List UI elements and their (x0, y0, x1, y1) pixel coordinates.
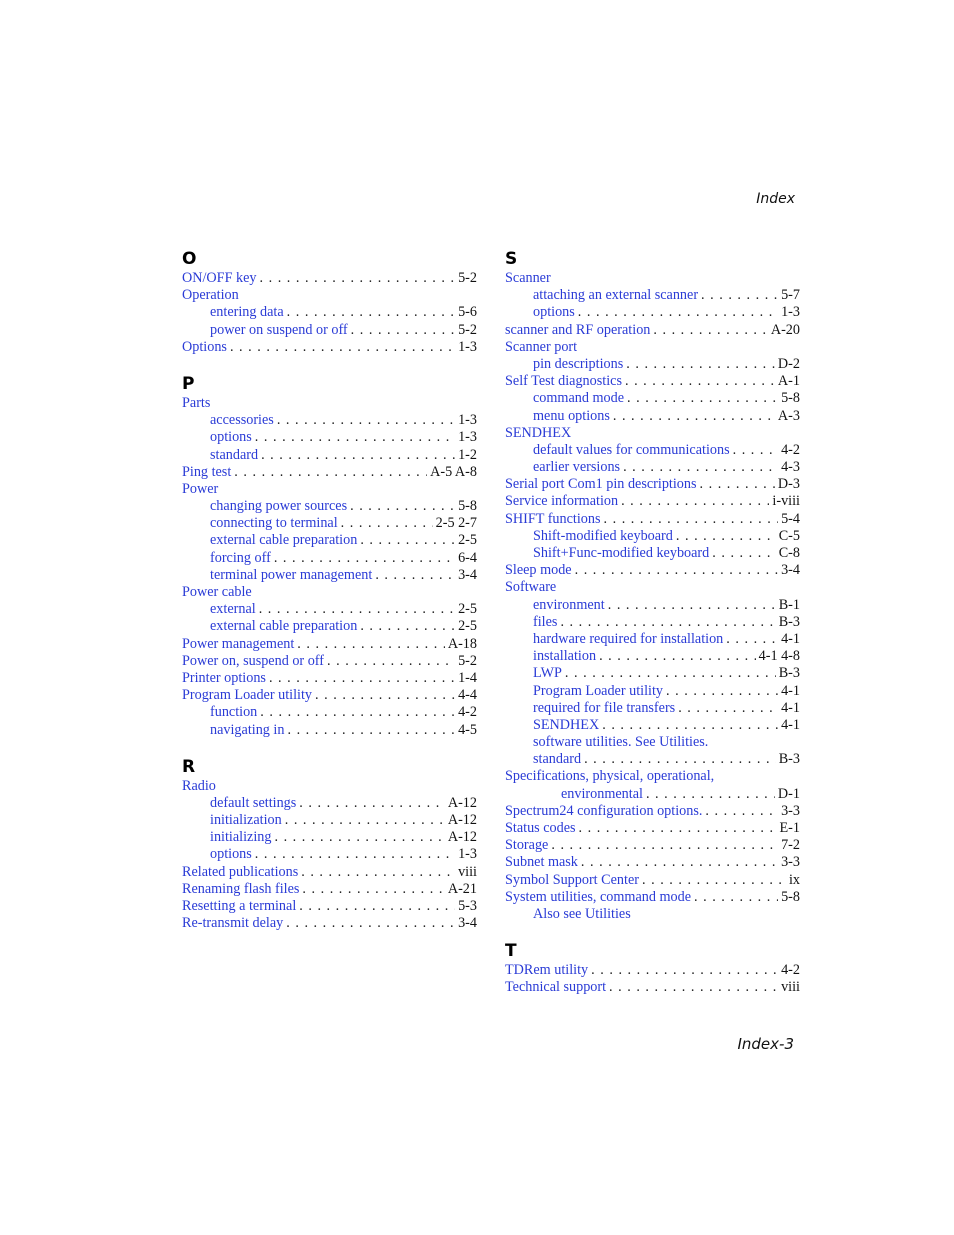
index-entry (182, 812, 477, 829)
index-entry (182, 846, 477, 863)
index-entry (182, 270, 477, 287)
page-reference: 4-5 (458, 721, 477, 738)
dot-leader (575, 562, 778, 579)
index-term-link[interactable]: files (533, 613, 558, 630)
index-entry (505, 614, 800, 631)
page-reference: 1-4 (458, 669, 477, 686)
index-term-link[interactable]: ON/OFF key (182, 270, 257, 286)
dot-leader (327, 653, 455, 670)
index-entry (505, 287, 800, 304)
dot-leader (255, 429, 455, 446)
index-entry (505, 390, 800, 407)
dot-leader (277, 412, 455, 429)
index-entry (505, 304, 800, 321)
dot-leader (351, 322, 455, 339)
index-term-link[interactable]: initialization (210, 812, 282, 829)
page-reference: 2-5 (458, 618, 477, 635)
index-entry (505, 476, 800, 493)
index-term-link[interactable]: installation (533, 648, 597, 665)
page-reference: 4-4 (458, 687, 477, 704)
dot-leader (261, 447, 455, 464)
page-reference: 5-8 (781, 888, 800, 905)
page-reference: E-1 (779, 820, 800, 836)
page-reference: 5-2 (458, 652, 477, 669)
index-term-link[interactable]: Power cable (182, 584, 252, 600)
dot-leader (341, 515, 433, 532)
index-entry (182, 618, 477, 635)
index-term-link[interactable]: Storage (505, 837, 549, 854)
page-reference: 1-3 (458, 338, 477, 355)
running-header: Index (756, 191, 795, 207)
index-term-link[interactable]: Related publications (182, 863, 299, 880)
index-entry (505, 837, 800, 854)
index-term-link[interactable]: Radio (182, 777, 216, 794)
index-column-right (505, 249, 800, 1015)
index-term-link[interactable]: external (210, 601, 256, 618)
index-section (182, 374, 477, 739)
index-entry (505, 579, 800, 596)
dot-leader (299, 898, 455, 915)
index-term-link[interactable]: Serial port Com1 pin descriptions (505, 476, 697, 493)
dot-leader (626, 356, 775, 373)
index-entry (182, 687, 477, 704)
index-term-link[interactable]: SHIFT functions (505, 510, 601, 527)
page-reference: 1-3 (781, 304, 800, 321)
index-entry (505, 356, 800, 373)
page-reference: A-20 (770, 321, 800, 338)
page-reference: A-12 (447, 794, 477, 811)
index-term-link[interactable]: function (210, 704, 258, 721)
dot-leader (551, 837, 778, 854)
dot-leader (375, 567, 455, 584)
index-term-link[interactable]: Resetting a terminal (182, 898, 297, 914)
index-term-link[interactable]: required for file transfers (533, 699, 676, 716)
dot-leader (285, 812, 445, 829)
page-number: Index-3 (737, 1035, 794, 1053)
page-reference: B-3 (778, 613, 800, 630)
index-term-link[interactable]: Power (182, 480, 219, 497)
index-entry (182, 515, 477, 532)
index-entry (182, 395, 477, 412)
dot-leader (609, 979, 778, 996)
page-reference: 3-4 (458, 915, 477, 932)
index-term-link[interactable]: standard (533, 751, 582, 768)
index-term-link[interactable]: pin descriptions (533, 355, 624, 372)
index-term-link[interactable]: environmental (561, 785, 643, 802)
page-reference: 2-5 (458, 532, 477, 549)
page-reference: 5-3 (458, 898, 477, 914)
index-entry (182, 778, 477, 795)
page-reference: D-1 (777, 785, 800, 802)
index-term-link[interactable]: Shift+Func-modified keyboard (533, 545, 710, 561)
index-entry (505, 751, 800, 768)
index-entry (182, 636, 477, 653)
index-entry (182, 322, 477, 339)
dot-leader (591, 962, 778, 979)
page-reference: D-3 (777, 476, 800, 493)
index-term-link[interactable]: earlier versions (533, 459, 621, 476)
dot-leader (260, 270, 456, 287)
index-entry (505, 820, 800, 837)
dot-leader (287, 722, 455, 739)
dot-leader (286, 915, 455, 932)
index-term-link[interactable]: Scanner port (505, 338, 578, 355)
page-reference: 1-3 (458, 429, 477, 446)
index-term-link[interactable]: forcing off (210, 549, 271, 566)
dot-leader (274, 829, 444, 846)
index-entry (182, 429, 477, 446)
index-term-link[interactable]: Ping test (182, 463, 232, 480)
index-term-link[interactable]: Technical support (505, 979, 607, 996)
dot-leader (700, 476, 775, 493)
dot-leader (584, 751, 776, 768)
index-entry (505, 528, 800, 545)
page-reference: 3-3 (781, 802, 800, 819)
index-term-link[interactable]: Scanner (505, 270, 551, 286)
index-entry (182, 584, 477, 601)
index-entry (505, 597, 800, 614)
dot-leader (642, 872, 786, 889)
index-entry (505, 373, 800, 390)
index-term-link[interactable]: Renaming flash files (182, 880, 300, 897)
page-reference: A-3 (777, 407, 800, 424)
dot-leader (676, 528, 776, 545)
index-entry (505, 734, 800, 751)
index-term-link[interactable]: entering data (210, 304, 284, 321)
page-reference: B-3 (778, 751, 800, 768)
page-reference: 5-6 (458, 304, 477, 321)
index-term-link[interactable]: external cable preparation (210, 532, 358, 549)
page-reference: A-12 (447, 829, 477, 846)
dot-leader (733, 442, 778, 459)
page-reference: 4-1 4-8 (758, 648, 800, 665)
index-term-link[interactable]: Symbol Support Center (505, 871, 639, 888)
index-entry (505, 872, 800, 889)
index-entry (505, 408, 800, 425)
index-term-link[interactable]: Options (182, 338, 227, 355)
index-entry (182, 704, 477, 721)
index-section (505, 941, 800, 996)
page-reference: 4-1 (781, 699, 800, 716)
dot-leader (255, 846, 455, 863)
index-term-link[interactable]: hardware required for installation (533, 630, 724, 647)
index-entry (182, 795, 477, 812)
page-reference: 3-4 (781, 562, 800, 579)
page-reference: 4-2 (781, 441, 800, 458)
index-term-link[interactable]: standard (210, 446, 259, 463)
page-reference: 5-2 (458, 321, 477, 338)
index-entry (505, 270, 800, 287)
dot-leader (705, 803, 778, 820)
index-entry (182, 481, 477, 498)
dot-leader (360, 532, 455, 549)
page-reference: 1-2 (458, 446, 477, 463)
index-term-link[interactable]: options (210, 429, 252, 446)
section-letter: S (505, 249, 518, 269)
dot-leader (302, 881, 444, 898)
index-entry (505, 803, 800, 820)
dot-leader (259, 601, 455, 618)
index-entry (505, 562, 800, 579)
page-reference: 3-4 (458, 566, 477, 583)
dot-leader (608, 597, 776, 614)
index-entry (182, 567, 477, 584)
dot-leader (604, 511, 779, 528)
dot-leader (653, 322, 767, 339)
index-entry (182, 722, 477, 739)
index-entry (505, 786, 800, 803)
index-entry (182, 447, 477, 464)
dot-leader (350, 498, 455, 515)
page-reference: A-12 (447, 812, 477, 829)
index-term-link[interactable]: Status codes (505, 820, 576, 836)
dot-leader (579, 820, 777, 837)
index-entry (182, 898, 477, 915)
section-letter: R (182, 756, 196, 777)
section-letter: P (182, 373, 195, 394)
dot-leader (627, 390, 778, 407)
page-reference: 5-8 (458, 498, 477, 515)
dot-leader (678, 700, 778, 717)
dot-leader (578, 304, 778, 321)
dot-leader (299, 795, 445, 812)
index-term-link[interactable]: terminal power management (210, 566, 373, 583)
index-entry (182, 532, 477, 549)
index-entry (182, 881, 477, 898)
index-entry (505, 339, 800, 356)
dot-leader (646, 786, 775, 803)
index-term-link[interactable]: Parts (182, 394, 211, 411)
index-term-link[interactable]: System utilities, command mode (505, 888, 691, 905)
dot-leader (274, 550, 455, 567)
index-column-left (182, 249, 477, 950)
page-reference: 5-4 (781, 510, 800, 527)
index-entry (505, 511, 800, 528)
page-reference: A-5 A-8 (430, 463, 477, 480)
section-letter: T (505, 941, 517, 962)
page-reference: 4-2 (781, 962, 800, 979)
dot-leader (581, 854, 778, 871)
page-reference: i-viii (772, 493, 800, 510)
index-term-link[interactable]: changing power sources (210, 498, 348, 515)
index-term-link[interactable]: attaching an external scanner (533, 287, 699, 304)
index-term-link[interactable]: power on suspend or off (210, 321, 348, 338)
index-term-link[interactable]: options (210, 846, 252, 863)
index-entry (505, 979, 800, 996)
dot-leader (565, 665, 776, 682)
dot-leader (599, 648, 756, 665)
index-term-link[interactable]: TDRem utility (505, 962, 589, 979)
dot-leader (287, 304, 455, 321)
dot-leader (297, 636, 445, 653)
index-term-link[interactable]: Printer options (182, 669, 266, 686)
page-reference: 4-2 (458, 704, 477, 721)
index-entry (505, 700, 800, 717)
index-entry (505, 459, 800, 476)
page-reference: 5-8 (781, 390, 800, 407)
index-term-link[interactable]: navigating in (210, 721, 285, 738)
dot-leader (625, 373, 775, 390)
page-reference: 2-5 2-7 (435, 515, 477, 532)
dot-leader (712, 545, 775, 562)
dot-leader (315, 687, 455, 704)
index-term-link[interactable]: Re-transmit delay (182, 915, 284, 932)
index-entry (182, 829, 477, 846)
page-reference: D-2 (777, 355, 800, 372)
page-reference: 3-3 (781, 854, 800, 871)
index-section (505, 249, 800, 923)
index-term-link[interactable]: default settings (210, 794, 297, 811)
index-entry (505, 322, 800, 339)
index-term-link[interactable]: Service information (505, 493, 619, 510)
index-term-link[interactable]: Also see Utilities (533, 905, 631, 922)
index-term-link[interactable]: default values for communications (533, 441, 730, 458)
index-term-link[interactable]: options (533, 304, 575, 321)
index-entry (505, 717, 800, 734)
index-term-link[interactable]: Specifications, physical, operational, (505, 768, 715, 785)
page-reference: B-3 (778, 665, 800, 682)
dot-leader (301, 864, 455, 881)
page-reference: 6-4 (458, 549, 477, 566)
index-entry (182, 670, 477, 687)
page-reference: ix (788, 871, 800, 888)
index-entry (505, 683, 800, 700)
page-reference: 4-3 (781, 459, 800, 476)
page-reference: 4-1 (781, 716, 800, 733)
section-letter: O (182, 249, 197, 269)
index-entry (182, 653, 477, 670)
index-term-link[interactable]: command mode (533, 390, 625, 407)
index-term-link[interactable]: Spectrum24 configuration options. (505, 802, 703, 819)
index-entry (505, 493, 800, 510)
index-term-link[interactable]: accessories (210, 412, 274, 429)
page-reference: C-5 (778, 527, 800, 544)
index-term-link[interactable]: Software (505, 579, 557, 596)
index-term-link[interactable]: SENDHEX (533, 716, 600, 733)
page-reference: C-8 (778, 545, 800, 561)
index-term-link[interactable]: environment (533, 596, 605, 613)
dot-leader (623, 459, 778, 476)
index-entry (182, 339, 477, 356)
index-entry (182, 915, 477, 932)
index-term-link[interactable]: Program Loader utility (533, 682, 664, 699)
index-entry (505, 665, 800, 682)
page-reference: B-1 (778, 596, 800, 613)
index-term-link[interactable]: Self Test diagnostics (505, 373, 622, 390)
dot-leader (360, 618, 455, 635)
index-term-link[interactable]: software utilities. See Utilities. (533, 734, 709, 751)
index-term-link[interactable]: Sleep mode (505, 562, 572, 579)
dot-leader (602, 717, 778, 734)
index-term-link[interactable]: Power management (182, 635, 295, 652)
dot-leader (260, 704, 455, 721)
index-term-link[interactable]: Subnet mask (505, 854, 578, 871)
index-entry (505, 854, 800, 871)
index-term-link[interactable]: initializing (210, 829, 272, 846)
dot-leader (701, 287, 778, 304)
index-term-link[interactable]: connecting to terminal (210, 515, 338, 532)
dot-leader (621, 493, 769, 510)
index-entry (505, 768, 800, 785)
index-entry (182, 601, 477, 618)
dot-leader (234, 464, 427, 481)
index-entry (182, 464, 477, 481)
index-entry (182, 498, 477, 515)
page-reference: viii (781, 979, 800, 996)
index-term-link[interactable]: scanner and RF operation (505, 321, 651, 338)
index-entry (182, 304, 477, 321)
index-term-link[interactable]: external cable preparation (210, 618, 358, 635)
page-reference: 1-3 (458, 846, 477, 863)
page-reference: 5-7 (781, 287, 800, 304)
dot-leader (613, 408, 775, 425)
page-reference: 7-2 (781, 837, 800, 854)
page-reference: viii (458, 863, 477, 880)
dot-leader (694, 889, 778, 906)
page-reference: 4-1 (781, 630, 800, 647)
dot-leader (560, 614, 775, 631)
page-reference: A-18 (447, 635, 477, 652)
index-entry (505, 425, 800, 442)
index-term-link[interactable]: Shift-modified keyboard (533, 527, 673, 544)
index-entry (505, 648, 800, 665)
index-entry (182, 550, 477, 567)
index-entry (505, 962, 800, 979)
dot-leader (666, 683, 778, 700)
index-section (182, 249, 477, 356)
index-entry (182, 864, 477, 881)
index-entry (182, 287, 477, 304)
page-reference: A-21 (447, 880, 477, 897)
index-term-link[interactable]: Operation (182, 287, 239, 304)
index-entry (505, 545, 800, 562)
index-entry (505, 889, 800, 906)
index-term-link[interactable]: menu options (533, 407, 610, 424)
dot-leader (726, 631, 778, 648)
page-reference: 4-1 (781, 682, 800, 699)
index-entry (505, 906, 800, 923)
page-reference: 5-2 (458, 270, 477, 286)
dot-leader (230, 339, 455, 356)
index-entry (182, 412, 477, 429)
page-reference: 1-3 (458, 412, 477, 429)
index-term-link[interactable]: SENDHEX (505, 424, 572, 441)
index-entry (505, 442, 800, 459)
index-section (182, 757, 477, 933)
dot-leader (269, 670, 455, 687)
index-term-link[interactable]: LWP (533, 665, 562, 682)
index-term-link[interactable]: Power on, suspend or off (182, 652, 324, 669)
page-reference: A-1 (777, 373, 800, 390)
page-reference: 2-5 (458, 601, 477, 618)
index-term-link[interactable]: Program Loader utility (182, 687, 313, 704)
index-entry (505, 631, 800, 648)
